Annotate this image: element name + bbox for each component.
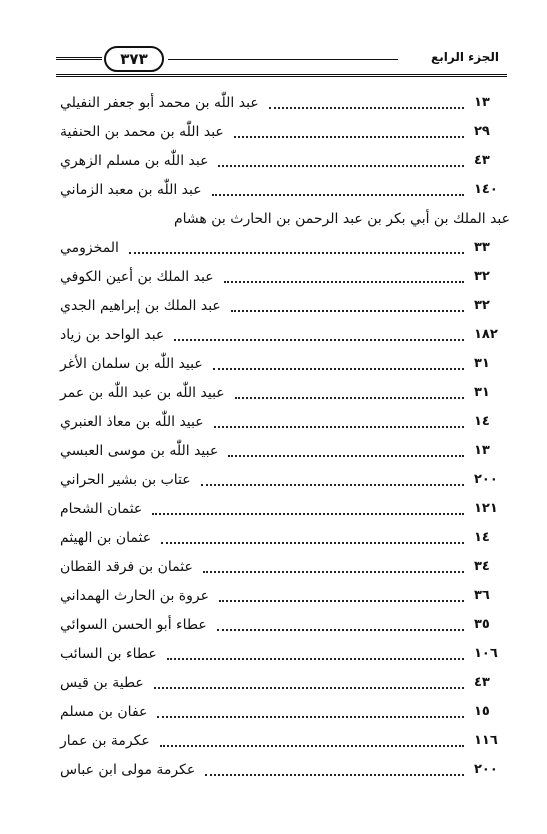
index-entry bbox=[60, 262, 510, 291]
dot-leader bbox=[157, 716, 464, 718]
entry-page-number: ٤٣ bbox=[474, 153, 490, 168]
dot-leader bbox=[224, 281, 464, 283]
index-entry bbox=[60, 320, 510, 349]
entry-page-number: ٢٠٠ bbox=[474, 472, 498, 487]
entry-name: عثمان بن فرقد القطان bbox=[60, 558, 193, 575]
index-entry bbox=[60, 581, 510, 610]
header-rule-left bbox=[56, 57, 102, 60]
index-entry bbox=[60, 552, 510, 581]
index-entry bbox=[60, 755, 510, 784]
entry-page-number: ١٥ bbox=[474, 704, 490, 719]
dot-leader bbox=[161, 542, 464, 544]
entry-page-number: ٣٢ bbox=[474, 298, 490, 313]
entry-page-number: ٢٩ bbox=[474, 124, 490, 139]
entry-page-number: ٢٠٠ bbox=[474, 762, 498, 777]
index-entry bbox=[60, 88, 510, 117]
entry-page-number: ٣٢ bbox=[474, 269, 490, 284]
entry-page-number: ١١٦ bbox=[474, 733, 498, 748]
entry-page-number: ١٠٦ bbox=[474, 646, 498, 661]
index-entry bbox=[60, 117, 510, 146]
dot-leader bbox=[214, 426, 464, 428]
entry-name: عبد اللّٰه بن محمد أبو جعفر النفيلي bbox=[60, 94, 259, 111]
entry-name: عبد الملك بن إبراهيم الجدي bbox=[60, 297, 221, 314]
entry-page-number: ٣١ bbox=[474, 356, 490, 371]
index-entry bbox=[60, 175, 510, 204]
entry-name: عبد الملك بن أبي بكر بن عبد الرحمن بن الحارث بن هشام bbox=[174, 210, 510, 227]
index-entry bbox=[60, 291, 510, 320]
entry-name: عكرمة مولى ابن عباس bbox=[60, 761, 196, 778]
dot-leader bbox=[152, 513, 464, 515]
index-entry bbox=[60, 465, 510, 494]
entry-page-number: ١٤٠ bbox=[474, 182, 498, 197]
index-entry bbox=[60, 233, 510, 262]
dot-leader bbox=[228, 455, 464, 457]
entry-name: عتاب بن بشير الحراني bbox=[60, 471, 191, 488]
entry-name: عطاء بن السائب bbox=[60, 645, 157, 662]
entry-name: عبيد اللّٰه بن سلمان الأغر bbox=[60, 355, 203, 372]
index-entry bbox=[60, 349, 510, 378]
dot-leader bbox=[167, 658, 464, 660]
entry-page-number: ١٨٢ bbox=[474, 327, 498, 342]
name-index-list bbox=[60, 88, 510, 784]
dot-leader bbox=[234, 136, 464, 138]
index-entry-wrapped-line bbox=[60, 204, 510, 233]
dot-leader bbox=[201, 484, 464, 486]
running-header bbox=[56, 38, 507, 78]
entry-page-number: ١٣ bbox=[474, 443, 490, 458]
dot-leader bbox=[235, 397, 464, 399]
header-rule-middle bbox=[168, 59, 398, 60]
index-entry bbox=[60, 378, 510, 407]
entry-page-number: ١٣ bbox=[474, 95, 490, 110]
dot-leader bbox=[174, 339, 464, 341]
dot-leader bbox=[231, 310, 464, 312]
dot-leader bbox=[203, 571, 464, 573]
entry-page-number: ٣٣ bbox=[474, 240, 490, 255]
dot-leader bbox=[129, 252, 464, 254]
entry-page-number: ١٤ bbox=[474, 530, 490, 545]
entry-name: عبد اللّٰه بن معبد الزماني bbox=[60, 181, 202, 198]
dot-leader bbox=[212, 194, 464, 196]
dot-leader bbox=[205, 774, 464, 776]
index-entry bbox=[60, 494, 510, 523]
entry-name: عفان بن مسلم bbox=[60, 703, 148, 720]
index-entry bbox=[60, 146, 510, 175]
dot-leader bbox=[217, 629, 464, 631]
dot-leader bbox=[269, 107, 464, 109]
dot-leader bbox=[154, 687, 464, 689]
entry-name: عبد الملك بن أعين الكوفي bbox=[60, 268, 214, 285]
entry-name-continued: المخزومي bbox=[60, 239, 119, 256]
dot-leader bbox=[213, 368, 464, 370]
entry-page-number: ٤٣ bbox=[474, 675, 490, 690]
index-entry bbox=[60, 668, 510, 697]
page-number: ٣٧٣ bbox=[104, 46, 164, 72]
entry-name: عثمان الشحام bbox=[60, 500, 143, 517]
entry-name: عكرمة بن عمار bbox=[60, 732, 150, 749]
entry-name: عطاء أبو الحسن السوائي bbox=[60, 616, 207, 633]
entry-name: عثمان بن الهيثم bbox=[60, 529, 152, 546]
dot-leader bbox=[160, 745, 464, 747]
index-entry bbox=[60, 610, 510, 639]
dot-leader bbox=[219, 600, 464, 602]
entry-name: عبيد اللّٰه بن موسى العبسي bbox=[60, 442, 219, 459]
index-entry bbox=[60, 436, 510, 465]
entry-page-number: ٣٤ bbox=[474, 559, 490, 574]
entry-name: عطية بن قيس bbox=[60, 674, 144, 691]
entry-name: عبد الواحد بن زياد bbox=[60, 326, 165, 343]
index-entry bbox=[60, 697, 510, 726]
index-entry bbox=[60, 523, 510, 552]
header-rule-bottom bbox=[56, 74, 507, 77]
index-entry bbox=[60, 639, 510, 668]
entry-name: عبيد اللّٰه بن عبد اللّٰه بن عمر bbox=[60, 384, 225, 401]
part-title: الجزء الرابع bbox=[431, 50, 499, 64]
entry-name: عروة بن الحارث الهمداني bbox=[60, 587, 209, 604]
index-entry bbox=[60, 407, 510, 436]
dot-leader bbox=[218, 165, 464, 167]
entry-name: عبد اللّٰه بن مسلم الزهري bbox=[60, 152, 209, 169]
entry-page-number: ١٢١ bbox=[474, 501, 498, 516]
entry-name: عبيد اللّٰه بن معاذ العنبري bbox=[60, 413, 204, 430]
entry-page-number: ٣٥ bbox=[474, 617, 490, 632]
entry-page-number: ٣١ bbox=[474, 385, 490, 400]
index-entry bbox=[60, 726, 510, 755]
entry-name: عبد اللّٰه بن محمد بن الحنفية bbox=[60, 123, 224, 140]
entry-page-number: ١٤ bbox=[474, 414, 490, 429]
entry-page-number: ٣٦ bbox=[474, 588, 490, 603]
